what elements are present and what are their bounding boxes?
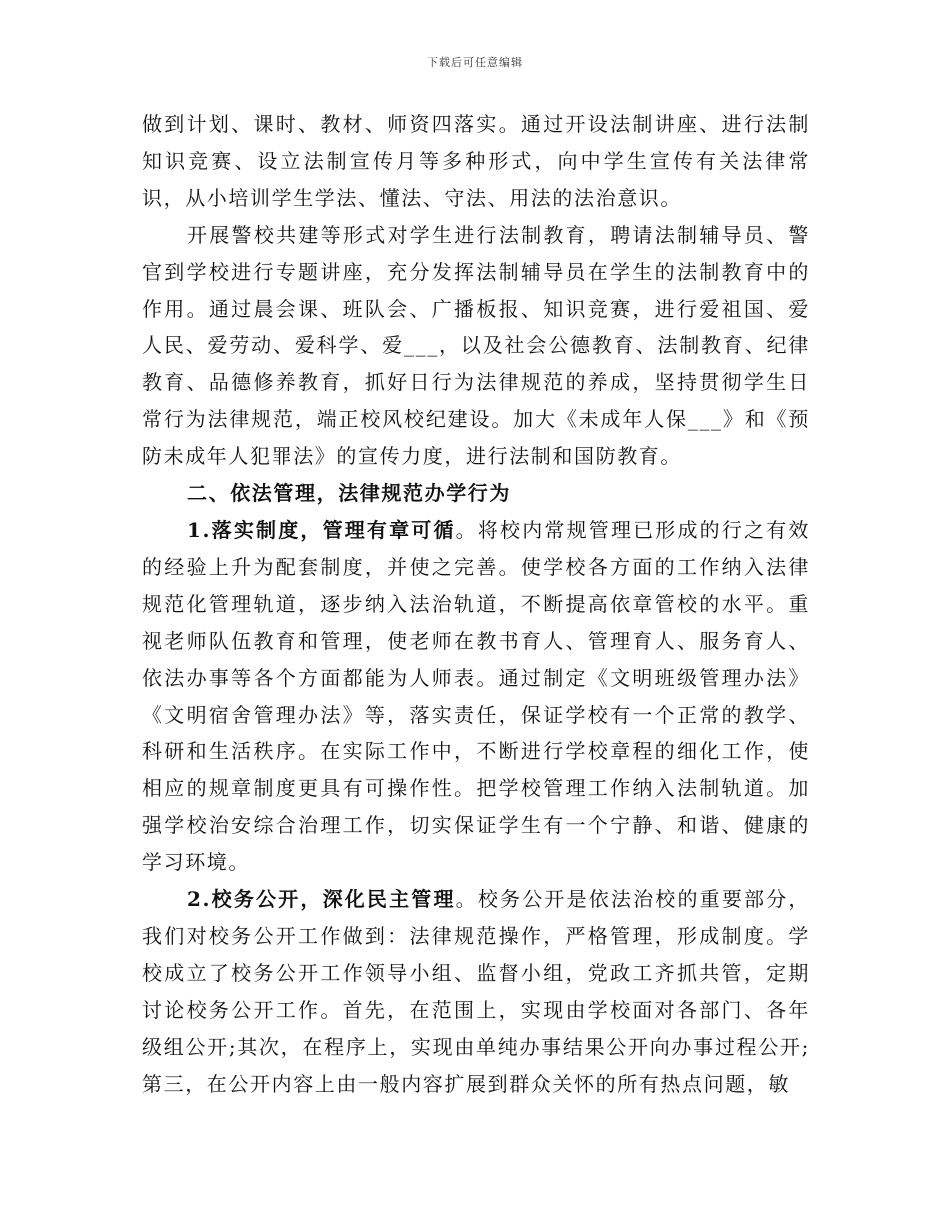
- section-heading: 二、依法管理，法律规范办学行为: [187, 481, 511, 506]
- paragraph-4-body: 。校务公开是依法治校的重要部分，我们对校务公开工作做到：法律规范操作，严格管理，形成制度。学校成立了校务公开工作领导小组、监督小组，党政工齐抓共管，定期讨论校务公开工作。首先，在范围上，实现由学校面对各部门、各年级组公开;其次，在程序上，实现由单纯办事结果公开向办事过程公开;第三，在公开内容上由一般内容扩展到群众关怀的所有热点问题，敏: [142, 887, 810, 1096]
- paragraph-4: [142, 881, 810, 1102]
- paragraph-2: 开展警校共建等形式对学生进行法制教育，聘请法制辅导员、警官到学校进行专题讲座，充分发挥法制辅导员在学生的法制教育中的作用。通过晨会课、班队会、广播板报、知识竞赛，进行爱祖国、爱人民、爱劳动、爱科学、爱___，以及社会公德教育、法制教育、纪律教育、品德修养教育，抓好日行为法律规范的养成，坚持贯彻学生日常行为法律规范，端正校风校纪建设。加大《未成年人保___》和《预防未成年人犯罪法》的宣传力度，进行法制和国防教育。: [142, 222, 810, 469]
- paragraph-3-lead: 1.落实制度，管理有章可循: [187, 517, 456, 542]
- paragraph-3-body: 。将校内常规管理已形成的行之有效的经验上升为配套制度，并使之完善。使学校各方面的工作纳入法律规范化管理轨道，逐步纳入法治轨道，不断提高依章管校的水平。重视老师队伍教育和管理，使老师在教书育人、管理育人、服务育人、依法办事等各个方面都能为人师表。通过制定《文明班级管理办法》《文明宿舍管理办法》等，落实责任，保证学校有一个正常的教学、科研和生活秩序。在实际工作中，不断进行学校章程的细化工作，使相应的规章制度更具有可操作性。把学校管理工作纳入法制轨道。加强学校治安综合治理工作，切实保证学生有一个宁静、和谐、健康的学习环境。: [142, 517, 810, 875]
- page-header: 下载后可任意编辑: [427, 56, 523, 69]
- paragraph-4-lead: 2.校务公开，深化民主管理: [187, 887, 456, 912]
- document-body: [142, 106, 810, 1102]
- paragraph-1: 做到计划、课时、教材、师资四落实。通过开设法制讲座、进行法制知识竞赛、设立法制宣传月等多种形式，向中学生宣传有关法律常识，从小培训学生学法、懂法、守法、用法的法治意识。: [142, 112, 810, 210]
- paragraph-3: [142, 512, 810, 881]
